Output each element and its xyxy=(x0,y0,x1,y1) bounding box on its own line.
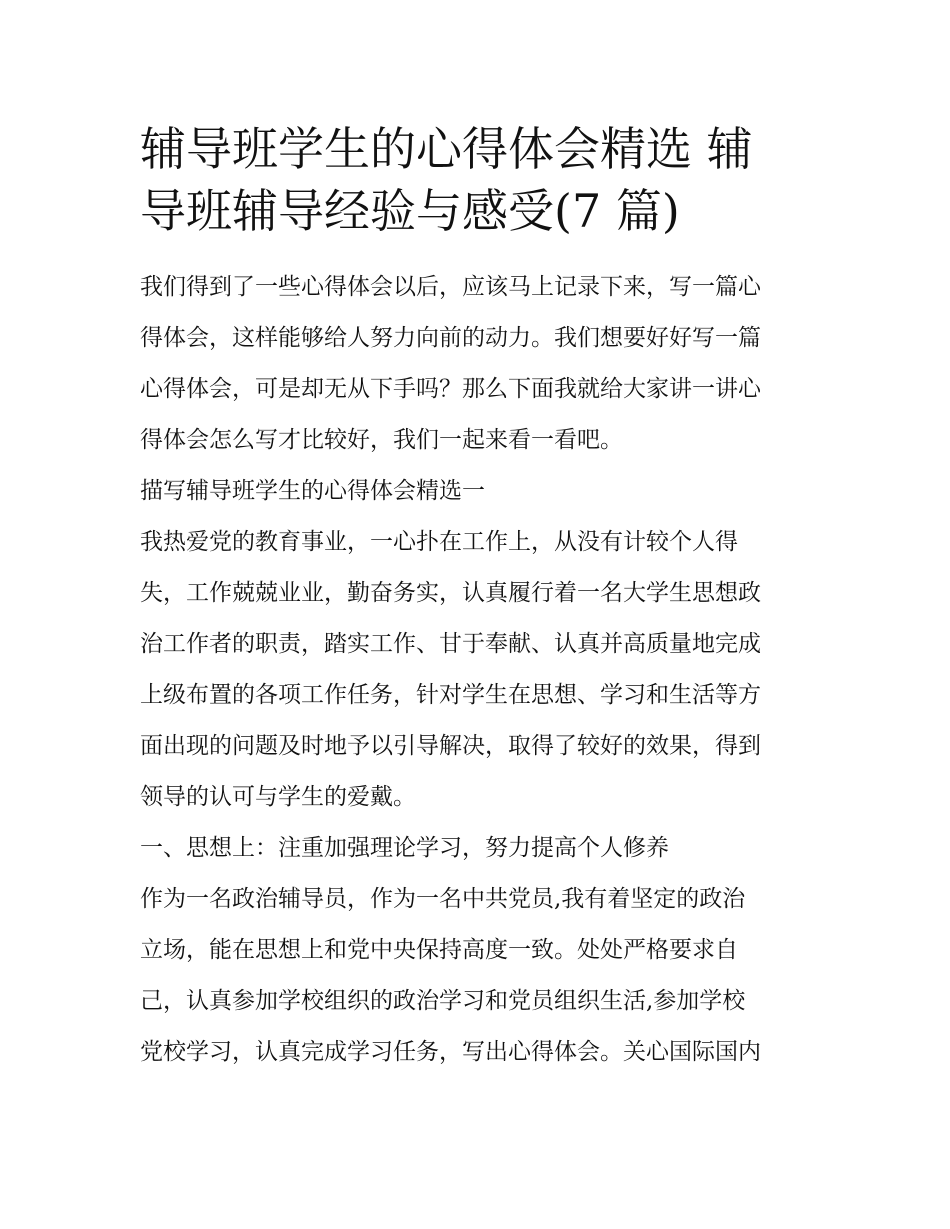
document-body xyxy=(140,262,812,1078)
body-line: 作为一名政治辅导员，作为一名中共党员,我有着坚定的政治 xyxy=(140,886,746,912)
body-line: 立场，能在思想上和党中央保持高度一致。处处严格要求自 xyxy=(140,937,738,963)
body-line: 己，认真参加学校组织的政治学习和党员组织生活,参加学校 xyxy=(140,988,746,1014)
body-line: 上级布置的各项工作任务，针对学生在思想、学习和生活等方 xyxy=(140,682,761,708)
body-line: 心得体会，可是却无从下手吗？那么下面我就给大家讲一讲心 xyxy=(140,376,761,402)
title-line-2: 导班辅导经验与感受(7 篇) xyxy=(140,184,680,238)
body-line: 面出现的问题及时地予以引导解决，取得了较好的效果，得到 xyxy=(140,733,761,759)
body-line: 我们得到了一些心得体会以后，应该马上记录下来，写一篇心 xyxy=(140,274,761,300)
document-title xyxy=(140,118,812,242)
body-line: 失，工作兢兢业业，勤奋务实，认真履行着一名大学生思想政 xyxy=(140,580,761,606)
body-line: 我热爱党的教育事业，一心扑在工作上，从没有计较个人得 xyxy=(140,529,738,555)
body-line: 治工作者的职责，踏实工作、甘于奉献、认真并高质量地完成 xyxy=(140,631,761,657)
subsection-heading: 一、思想上：注重加强理论学习，努力提高个人修养 xyxy=(140,835,669,861)
body-line: 领导的认可与学生的爱戴。 xyxy=(140,784,416,810)
document-content xyxy=(140,118,812,1078)
body-line: 党校学习，认真完成学习任务，写出心得体会。关心国际国内 xyxy=(140,1039,761,1065)
body-line: 得体会，这样能够给人努力向前的动力。我们想要好好写一篇 xyxy=(140,325,761,351)
body-line: 得体会怎么写才比较好，我们一起来看一看吧。 xyxy=(140,427,623,453)
section-heading: 描写辅导班学生的心得体会精选一 xyxy=(140,478,485,504)
title-line-1: 辅导班学生的心得体会精选 辅 xyxy=(140,122,753,176)
